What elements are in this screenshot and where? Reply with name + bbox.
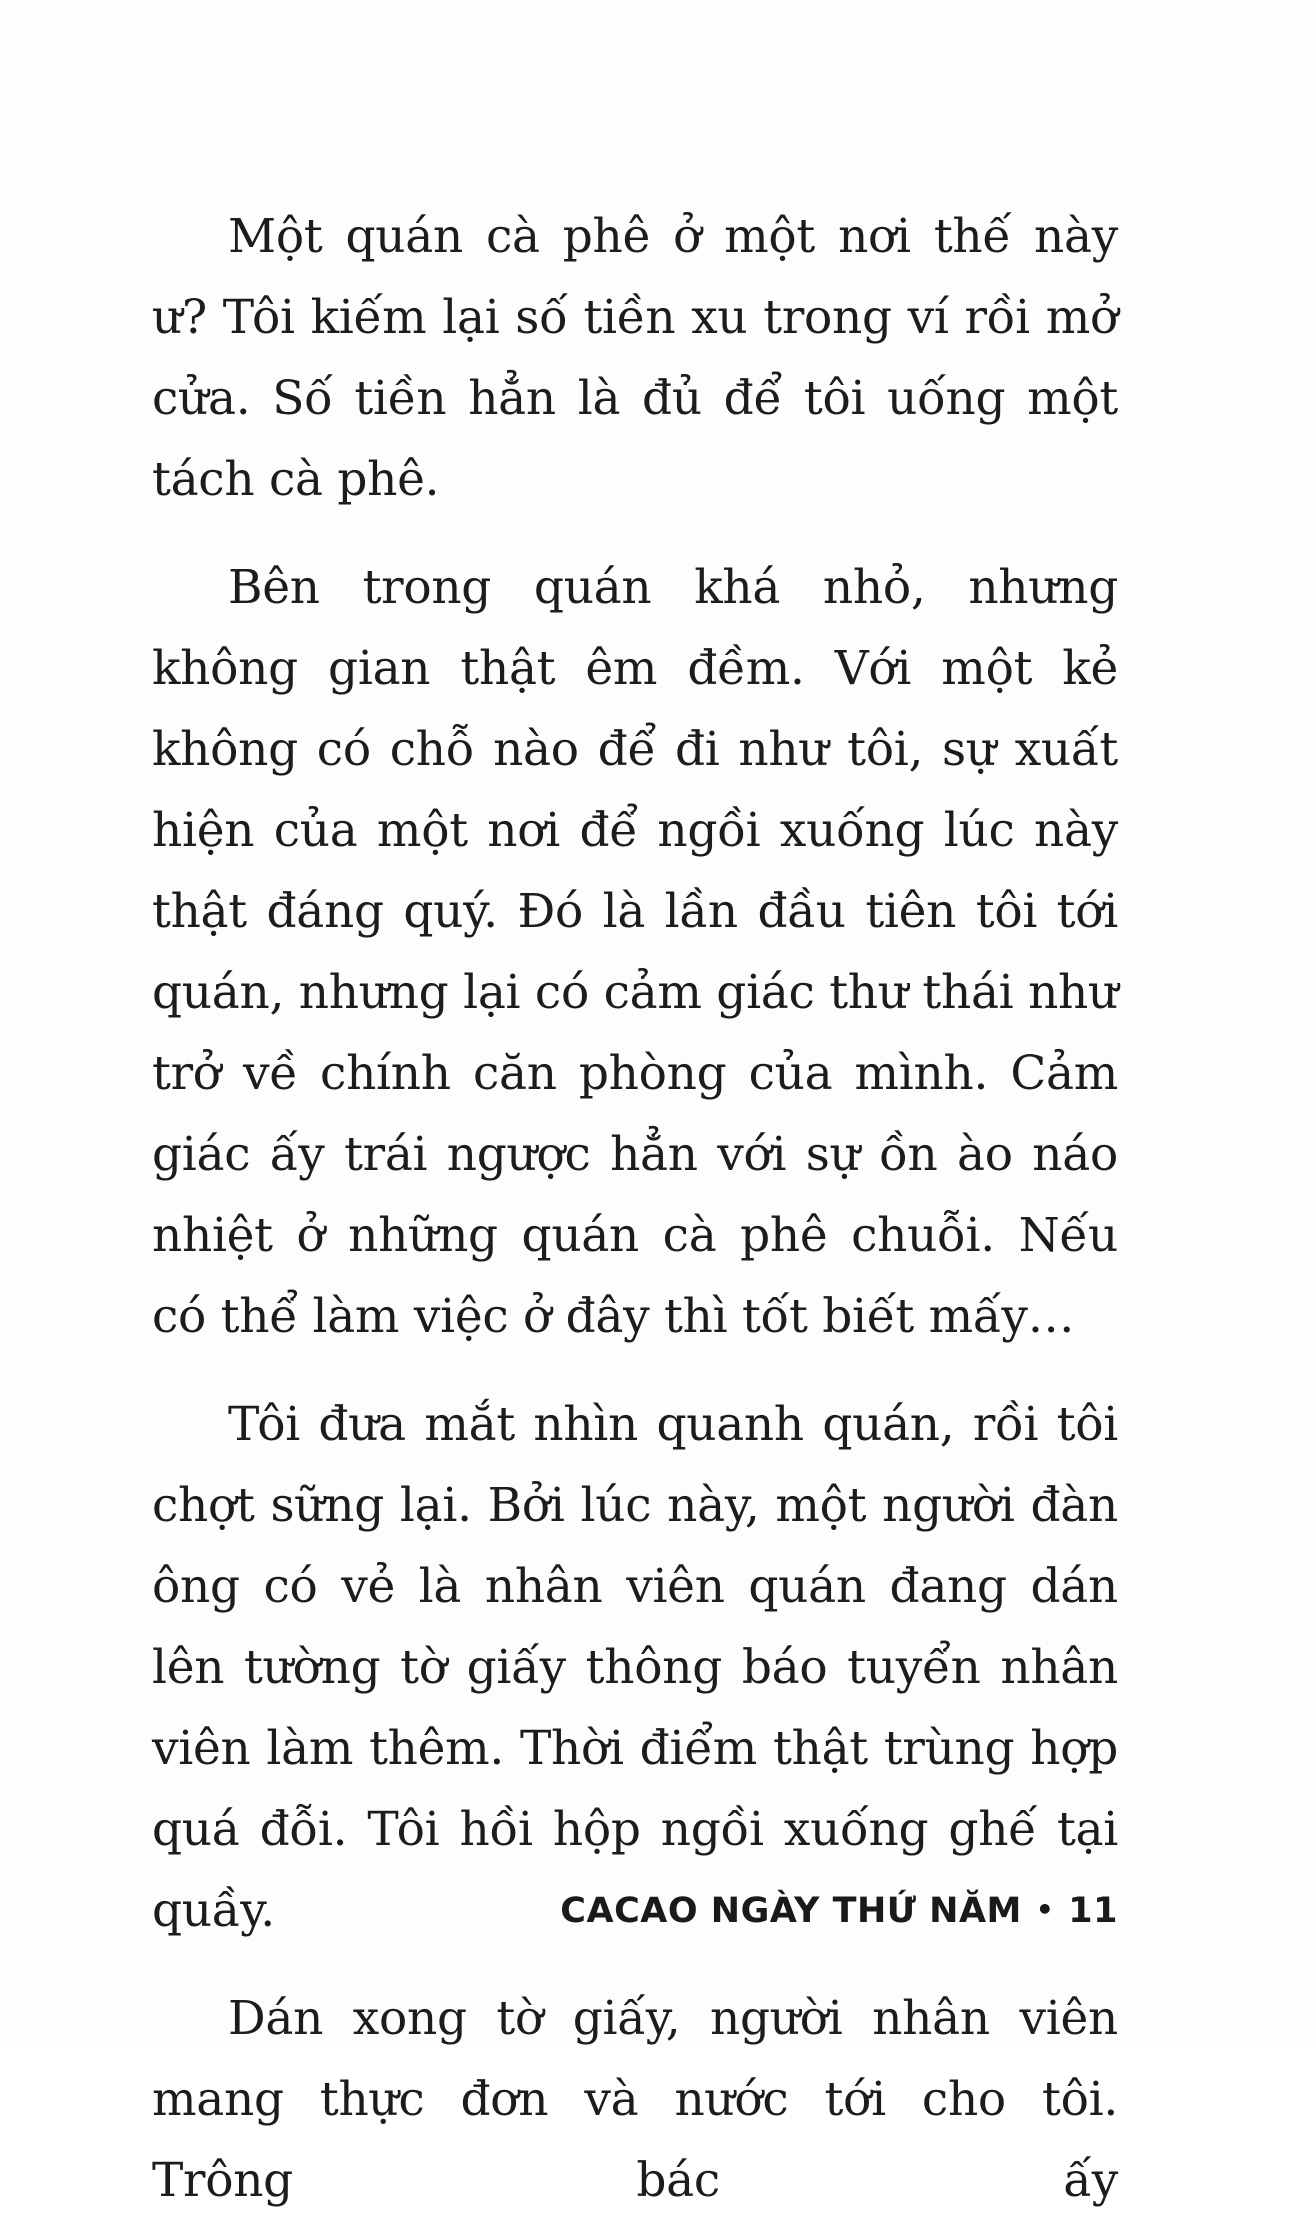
footer-separator: • (1035, 1893, 1055, 1926)
paragraph-1: Một quán cà phê ở một nơi thế này ư? Tôi kiếm lại số tiền xu trong ví rồi mở cửa. Số tiền hẳn là đủ để tôi uống một tách cà phê. (152, 209, 1118, 507)
paragraph-4: Dán xong tờ giấy, người nhân viên mang thực đơn và nước tới cho tôi. Trông bác ấy (152, 1991, 1118, 2208)
running-footer (560, 1888, 1118, 1933)
paragraph-2: Bên trong quán khá nhỏ, nhưng không gian thật êm đềm. Với một kẻ không có chỗ nào để đi như tôi, sự xuất hiện của một nơi để ngồi xuống lúc này thật đáng quý. Đó là lần đầu tiên tôi tới quán, nhưng lại có cảm giác thư thái như trở về chính căn phòng của mình. Cảm giác ấy trái ngược hẳn với sự ồn ào náo nhiệt ở những quán cà phê chuỗi. Nếu có thể làm việc ở đây thì tốt biết mấy… (152, 560, 1118, 1344)
page-number: 11 (1068, 1891, 1118, 1931)
book-title: CACAO NGÀY THỨ NĂM (560, 1891, 1022, 1931)
paragraph-3: Tôi đưa mắt nhìn quanh quán, rồi tôi chợt sững lại. Bởi lúc này, một người đàn ông có vẻ là nhân viên quán đang dán lên tường tờ giấy thông báo tuyển nhân viên làm thêm. Thời điểm thật trùng hợp quá đỗi. Tôi hồi hộp ngồi xuống ghế tại quầy. (152, 1397, 1118, 1938)
